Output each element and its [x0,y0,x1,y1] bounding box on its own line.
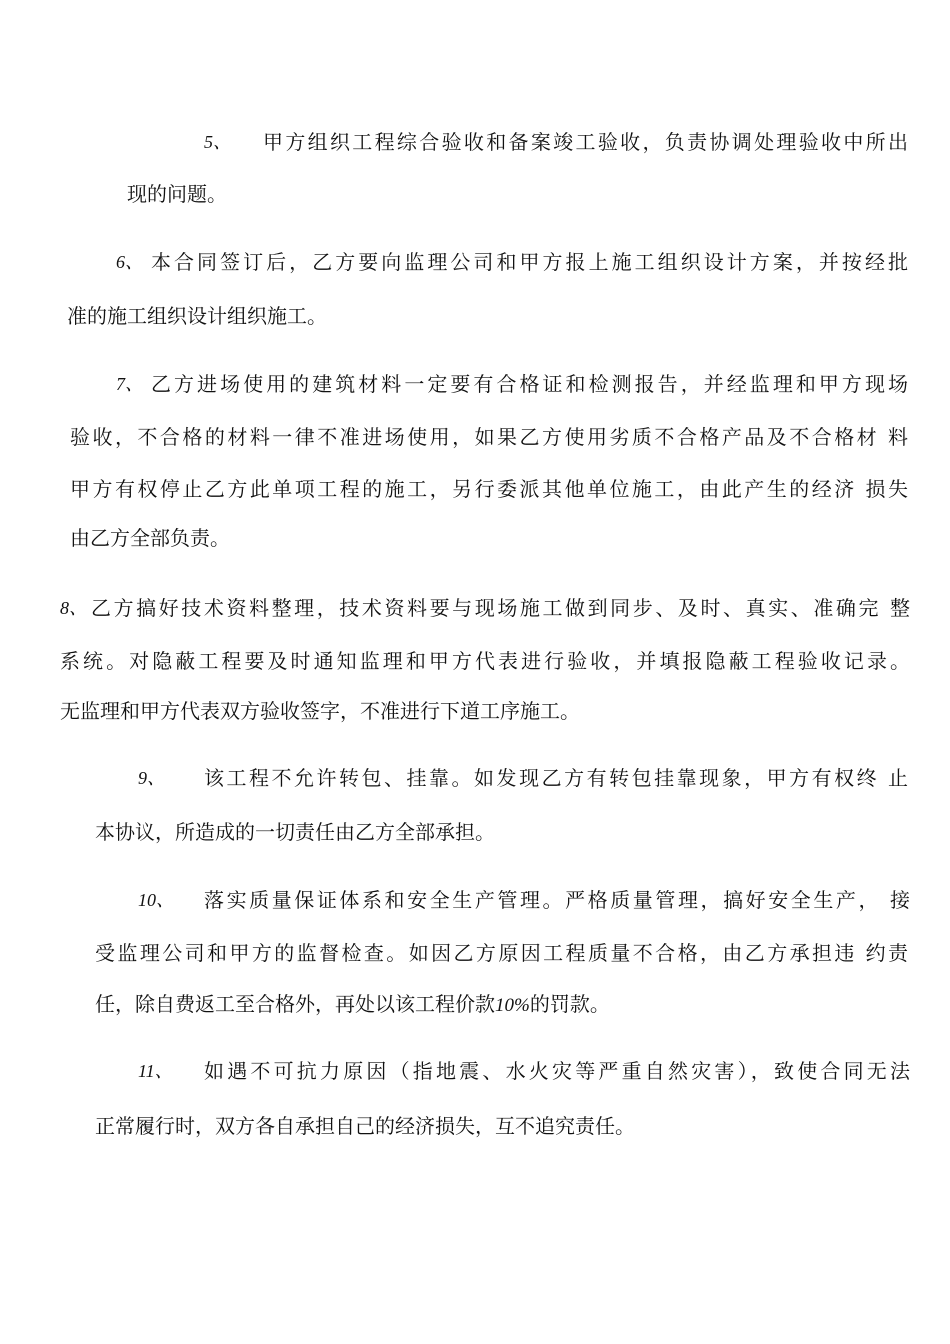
clause-number: 9、 [138,768,165,788]
clause-number: 6、 [116,252,143,272]
clause-text-line: 本协议，所造成的一切责任由乙方全部承担。 [95,820,495,844]
clause-text-line: 该工程不允许转包、挂靠。如发现乙方有转包挂靠现象，甲方有权终 止 [204,766,908,790]
clause-text-line: 如遇不可抗力原因（指地震、水火灾等严重自然灾害），致使合同无法 [204,1059,910,1083]
clause-number: 7、 [116,374,143,394]
clause-text-line: 系统。对隐蔽工程要及时通知监理和甲方代表进行验收，并填报隐蔽工程验收记录。 [60,649,910,673]
clause-text-line [95,990,610,1020]
clause-text-line: 本合同签订后，乙方要向监理公司和甲方报上施工组织设计方案，并按经批 [151,250,908,274]
clause-text-line: 甲方组织工程综合验收和备案竣工验收，负责协调处理验收中所出 [263,130,908,154]
clause-text-line: 乙方搞好技术资料整理，技术资料要与现场施工做到同步、及时、真实、准确完 整 [91,596,910,620]
clause-number: 11、 [138,1061,173,1081]
clause-text-line: 乙方进场使用的建筑材料一定要有合格证和检测报告，并经监理和甲方现场 [151,372,908,396]
clause-text-line: 验收，不合格的材料一律不准进场使用，如果乙方使用劣质不合格产品及不合格材 料 [70,425,908,449]
clause-number: 8、 [60,598,87,618]
clause-text-line: 甲方有权停止乙方此单项工程的施工，另行委派其他单位施工，由此产生的经济 损失 [70,477,908,501]
clause-text-line: 由乙方全部负责。 [70,526,230,550]
clause-number: 5、 [204,132,231,152]
clause-text-line: 现的问题。 [127,182,227,206]
clause-text-line: 无监理和甲方代表双方验收签字，不准进行下道工序施工。 [60,699,580,723]
clause-text-line: 准的施工组织设计组织施工。 [67,304,327,328]
clause-text-segment: 的罚款。 [529,992,610,1016]
penalty-percent: 10% [495,995,530,1016]
clause-number: 10、 [138,890,174,910]
clause-text-line: 受监理公司和甲方的监督检查。如因乙方原因工程质量不合格，由乙方承担违 约责 [95,941,908,965]
clause-text-line: 正常履行时，双方各自承担自己的经济损失，互不追究责任。 [95,1114,635,1138]
clause-text-line: 落实质量保证体系和安全生产管理。严格质量管理，搞好安全生产， 接 [204,888,910,912]
clause-text-segment: 任，除自费返工至合格外，再处以该工程价款 [95,992,495,1016]
